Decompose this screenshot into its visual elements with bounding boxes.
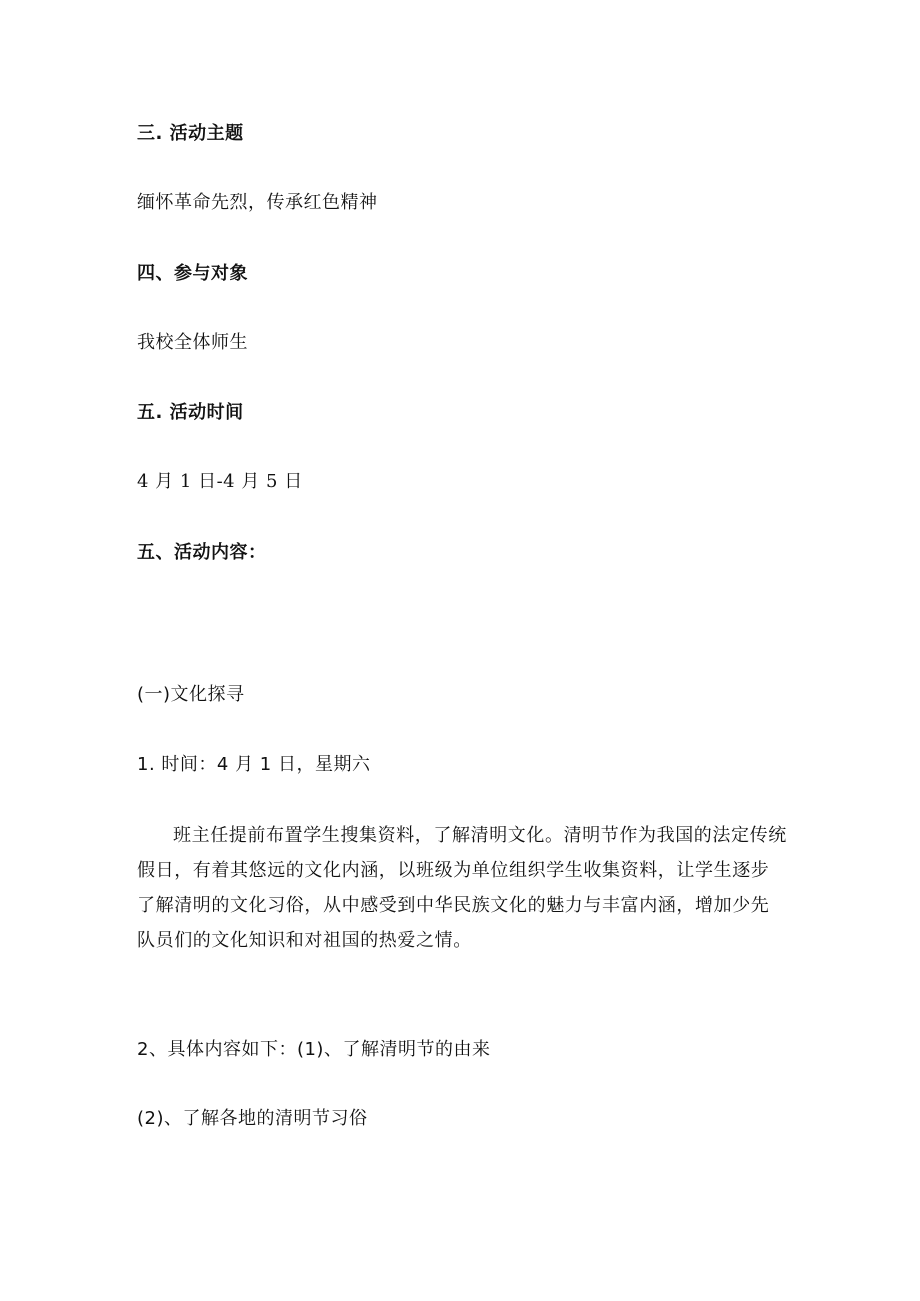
item1-time: 1. 时间：4 月 1 日，星期六 bbox=[137, 754, 371, 775]
section-heading-theme: 三. 活动主题 bbox=[137, 123, 244, 144]
section-heading-content: 五、活动内容： bbox=[137, 542, 267, 563]
part1-title: (一)文化探寻 bbox=[137, 684, 245, 705]
item2-subitem: (2)、了解各地的清明节习俗 bbox=[137, 1108, 368, 1129]
item2-content: 2、具体内容如下：(1)、了解清明节的由来 bbox=[137, 1039, 491, 1060]
section-heading-participants: 四、参与对象 bbox=[137, 263, 248, 284]
theme-text: 缅怀革命先烈，传承红色精神 bbox=[137, 192, 378, 213]
section-heading-time: 五. 活动时间 bbox=[137, 402, 244, 423]
item1-paragraph: 班主任提前布置学生搜集资料，了解清明文化。清明节作为我国的法定传统假日，有着其悠远的文化内涵，以班级为单位组织学生收集资料，让学生逐步了解清明的文化习俗，从中感受到中华民族文化的魅力与丰富内涵，增加少先队员们的文化知识和对祖国的热爱之情。 bbox=[137, 825, 787, 951]
participants-text: 我校全体师生 bbox=[137, 332, 248, 353]
time-text: 4 月 1 日-4 月 5 日 bbox=[137, 471, 303, 492]
